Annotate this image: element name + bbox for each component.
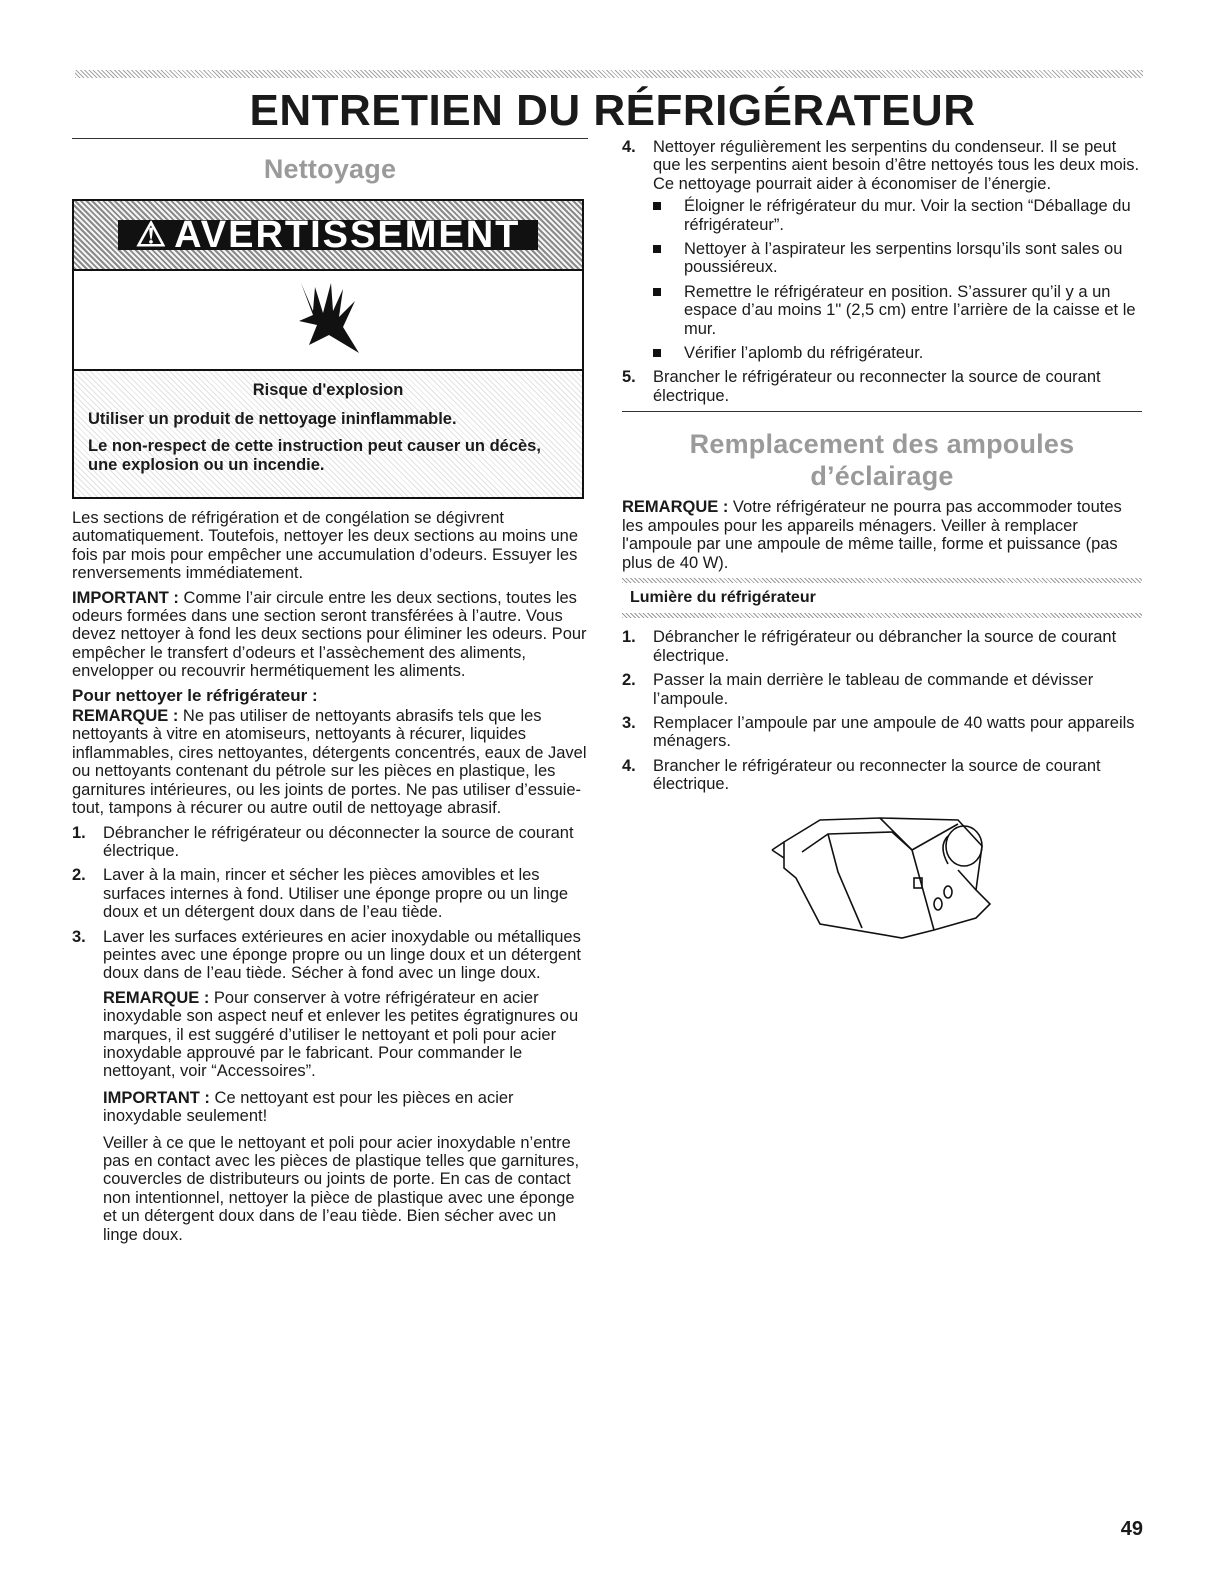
cleaning-subhead: Pour nettoyer le réfrigérateur :: [72, 685, 318, 705]
bulb-remarque: REMARQUE : Votre réfrigérateur ne pourra pas accommoder toutes les ampoules pour les appareils ménagers. Veiller à remplacer l'ampoule par une ampoule de même taille, forme et puissance (pas plus de 40 W).: [622, 498, 1122, 572]
square-bullet-icon: [653, 245, 661, 253]
light-steps: [622, 628, 1142, 793]
page-number: 49: [1120, 1518, 1143, 1540]
list-item: Éloigner le réfrigérateur du mur. Voir la section “Déballage du réfrigérateur”.: [653, 197, 1142, 234]
intro-paragraph: Les sections de réfrigération et de congélation se dégivrent automatiquement. Toutefois, nettoyer les deux sections au moins une fois par mois pour empêcher une accumulation d’odeurs. Essuyer les renversements immédiatement.: [72, 509, 578, 583]
list-item: Remettre le réfrigérateur en position. S’assurer qu’il y a un espace d’au moins 1" (2,5 cm) entre l’arrière de la caisse et le mur.: [653, 283, 1142, 338]
list-item: Vérifier l’aplomb du réfrigérateur.: [653, 344, 1142, 362]
list-item: 4. Nettoyer régulièrement les serpentins du condenseur. Il se peut que les serpentins aient besoin d’être nettoyés tous les deux mois. Ce nettoyage pourrait aider à économiser de l’énergie. Éloigner le réfrigérateur du mur. Voir la section “Déballage du réfrigérateur”. Nettoyer à l’aspirateur les serpentins lorsqu’ils sont sales ou poussiéreux. Remettre le réfrigérateur en position. S’assurer qu’il y a un espace d’au moins 1" (2,5 cm) entre l’arrière de la caisse et le mur. Vérifier l’aplomb du réfrigérateur.: [622, 138, 1142, 362]
left-column: [72, 138, 588, 1252]
condenser-steps: [622, 138, 1142, 405]
page-title: ENTRETIEN DU RÉFRIGÉRATEUR: [249, 86, 976, 135]
warning-risk: Risque d'explosion: [252, 381, 404, 399]
square-bullet-icon: [653, 288, 661, 296]
list-item: 1. Débrancher le réfrigérateur ou déconnecter la source de courant électrique.: [72, 823, 574, 860]
light-housing-icon: [762, 812, 1012, 942]
explosion-icon: [293, 281, 363, 359]
warning-header: [74, 201, 582, 269]
list-item: Nettoyer à l’aspirateur les serpentins lorsqu’ils sont sales ou poussiéreux.: [653, 240, 1142, 277]
important-label: IMPORTANT :: [72, 588, 179, 607]
section-title-ampoules: Remplacement des ampoules d’éclairage: [689, 429, 1075, 492]
list-item: 2. Passer la main derrière le tableau de commande et dévisser l’ampoule.: [622, 671, 1094, 708]
warning-box: [72, 199, 584, 499]
list-item: 3. Remplacer l’ampoule par une ampoule de 40 watts pour appareils ménagers.: [622, 713, 1135, 751]
dotted-rule-top: [622, 578, 1142, 583]
step3-remarque: REMARQUE : Pour conserver à votre réfrigérateur en acier inoxydable son aspect neuf et enlever les petites égratignures ou marques, il est suggéré d’utiliser le nettoyant et poli pour acier inoxydable approuvé par le fabricant. Pour commander le nettoyant, voir “Accessoires”.: [103, 988, 579, 1081]
warning-line-2: Le non-respect de cette instruction peut causer un décès, une explosion ou un incendie.: [88, 437, 541, 474]
warning-triangle-icon: ⚠: [135, 215, 169, 254]
list-item: 3. Laver les surfaces extérieures en acier inoxydable ou métalliques peintes avec une éponge propre ou un linge doux et un détergent doux dans de l’eau tiède. Sécher à fond avec un linge doux. REMARQUE : Pour conserver à votre réfrigérateur en acier inoxydable son aspect neuf et enlever les petites égratignures ou marques, il est suggéré d’utiliser le nettoyant et poli pour acier inoxydable approuvé par le fabricant. Pour commander le nettoyant, voir “Accessoires”. IMPORTANT : Ce nettoyant est pour les pièces en acier inoxydable seulement! Veiller à ce que le nettoyant et poli pour acier inoxydable n’entre pas en contact avec les pièces de plastique telles que garnitures, couvercles de distributeurs ou joints de porte. En cas de contact non intentionnel, nettoyer la pièce de plastique avec une éponge et un détergent doux dans de l’eau tiède. Bien sécher avec un linge doux.: [72, 928, 588, 1245]
important-paragraph: IMPORTANT : Comme l’air circule entre les deux sections, toutes les odeurs formées dans une section seront transférées à l’autre. Vous devez nettoyer à fond les deux sections pour éliminer les odeurs. Pour empêcher le transfert d’odeurs et l’assèchement des aliments, envelopper ou recouvrir hermétiquement les aliments.: [72, 588, 587, 681]
list-item: 5. Brancher le réfrigérateur ou reconnecter la source de courant électrique.: [622, 368, 1101, 405]
square-bullet-icon: [653, 202, 661, 210]
top-hatched-rule: [75, 70, 1143, 78]
step3-final: Veiller à ce que le nettoyant et poli pour acier inoxydable n’entre pas en contact avec les pièces de plastique telles que garnitures, couvercles de distributeurs ou joints de porte. En cas de contact non intentionnel, nettoyer la pièce de plastique avec une éponge et un détergent doux dans de l’eau tiède. Bien sécher avec un linge doux.: [103, 1133, 580, 1244]
section-title-nettoyage: Nettoyage: [263, 154, 397, 184]
list-item: 4. Brancher le réfrigérateur ou reconnecter la source de courant électrique.: [622, 756, 1101, 794]
warning-line-1: Utiliser un produit de nettoyage ininflammable.: [88, 410, 457, 428]
right-column: [622, 138, 1142, 946]
condenser-bullets: [653, 197, 1142, 362]
warning-header-label: AVERTISSEMENT: [174, 213, 521, 256]
remarque-paragraph: REMARQUE : Ne pas utiliser de nettoyants abrasifs tels que les nettoyants à vitre en atomiseurs, nettoyants à récurer, liquides inflammables, cires nettoyantes, détergents concentrés, eaux de Javel ou nettoyants contenant du pétrole sur les pièces en plastique, les garnitures intérieures, ou les joints de portes. Ne pas utiliser d’essuie-tout, tampons à récurer ou autre outil de nettoyage abrasif.: [72, 707, 587, 818]
right-section-rule: [622, 411, 1142, 412]
warning-text: [74, 371, 582, 497]
remarque-label: REMARQUE :: [72, 707, 179, 726]
square-bullet-icon: [653, 349, 661, 357]
list-item: 1. Débrancher le réfrigérateur ou débrancher la source de courant électrique.: [622, 628, 1117, 665]
step3-important: IMPORTANT : Ce nettoyant est pour les pièces en acier inoxydable seulement!: [103, 1088, 514, 1126]
dotted-rule-bottom: [622, 613, 1142, 618]
light-sub-label: Lumière du réfrigérateur: [630, 588, 816, 606]
list-item: 2. Laver à la main, rincer et sécher les pièces amovibles et les surfaces internes à fond. Utiliser une éponge propre ou un linge doux et un détergent doux dans de l’eau tiède.: [72, 866, 569, 922]
cleaning-steps: [72, 824, 588, 1245]
left-top-rule: [72, 138, 588, 139]
